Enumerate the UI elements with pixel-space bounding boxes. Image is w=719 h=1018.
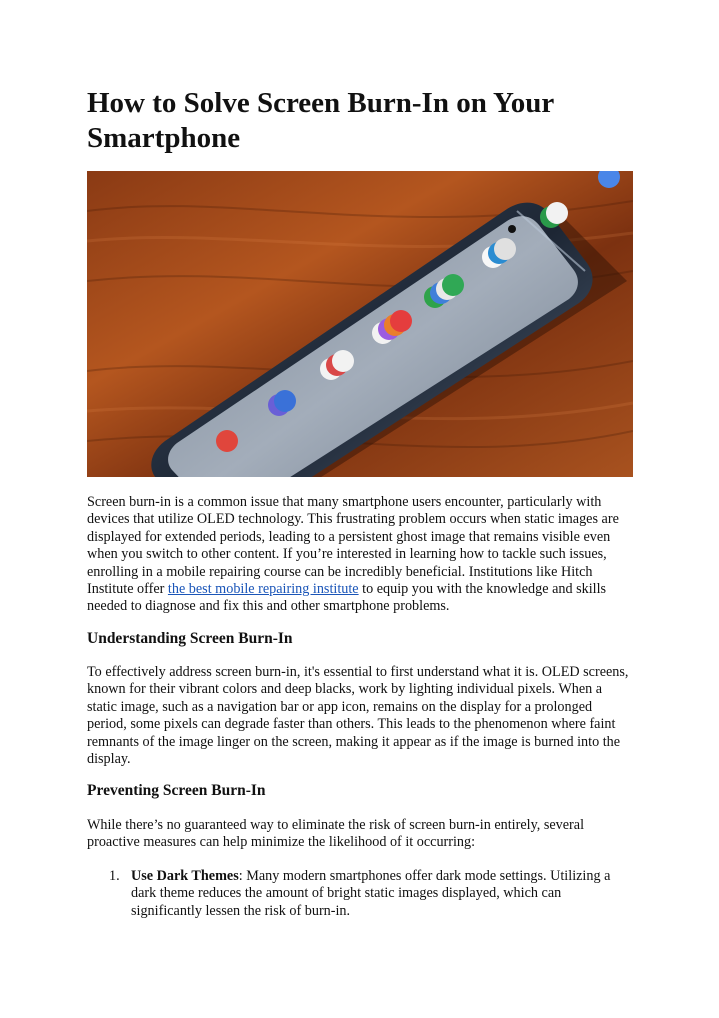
section-heading-preventing: Preventing Screen Burn-In — [87, 782, 266, 799]
app-icon — [546, 202, 568, 224]
best-mobile-repairing-institute-link[interactable]: the best mobile repairing institute — [167, 581, 359, 598]
understanding-paragraph: To effectively address screen burn-in, it's essential to first understand what it is. OLED screens, known for their vibrant colors and deep blacks, work by lighting individual pixels. When a static image, such as a navigation bar or app icon, remains on the display for a prolonged period, some pixels can degrade faster than others. This leads to the phenomenon where faint remnants of the image linger on the screen, making it appear as if the image is burned into the display. — [87, 664, 629, 768]
hero-smartphone-image — [87, 171, 633, 477]
app-icon — [494, 238, 516, 260]
app-icon — [216, 430, 238, 452]
app-icon — [390, 310, 412, 332]
list-item — [87, 868, 635, 920]
app-icon — [442, 274, 464, 296]
intro-paragraph — [87, 494, 635, 616]
app-icon — [332, 350, 354, 372]
prevention-list — [87, 868, 635, 920]
preventing-paragraph: While there’s no guaranteed way to eliminate the risk of screen burn-in entirely, several proactive measures can help minimize the likelihood of it occurring: — [87, 817, 585, 851]
intro-text-part2: to equip you with the knowledge and skills needed to diagnose and fix this and other smartphone problems. — [87, 581, 607, 615]
article-title: How to Solve Screen Burn-In on Your Smartphone — [87, 87, 554, 154]
section-heading-understanding: Understanding Screen Burn-In — [87, 630, 293, 647]
list-item-term: Use Dark Themes — [131, 868, 239, 884]
list-item-text: : Many modern smartphones offer dark mode settings. Utilizing a dark theme reduces the amount of bright static images displayed, which can significantly lessen the risk of burn-in. — [131, 868, 611, 919]
app-icon — [274, 390, 296, 412]
list-item-number: 1. — [109, 868, 120, 884]
intro-text-part1: Screen burn-in is a common issue that many smartphone users encounter, particularly with devices that utilize OLED technology. This frustrating problem occurs when static images are displayed for extended periods, leading to a persistent ghost image that remains visible even when you switch to other content. If you’re interested in learning how to tackle such issues, enrolling in a mobile repairing course can be incredibly beneficial. Institutions like Hitch Institute offer — [87, 494, 619, 598]
